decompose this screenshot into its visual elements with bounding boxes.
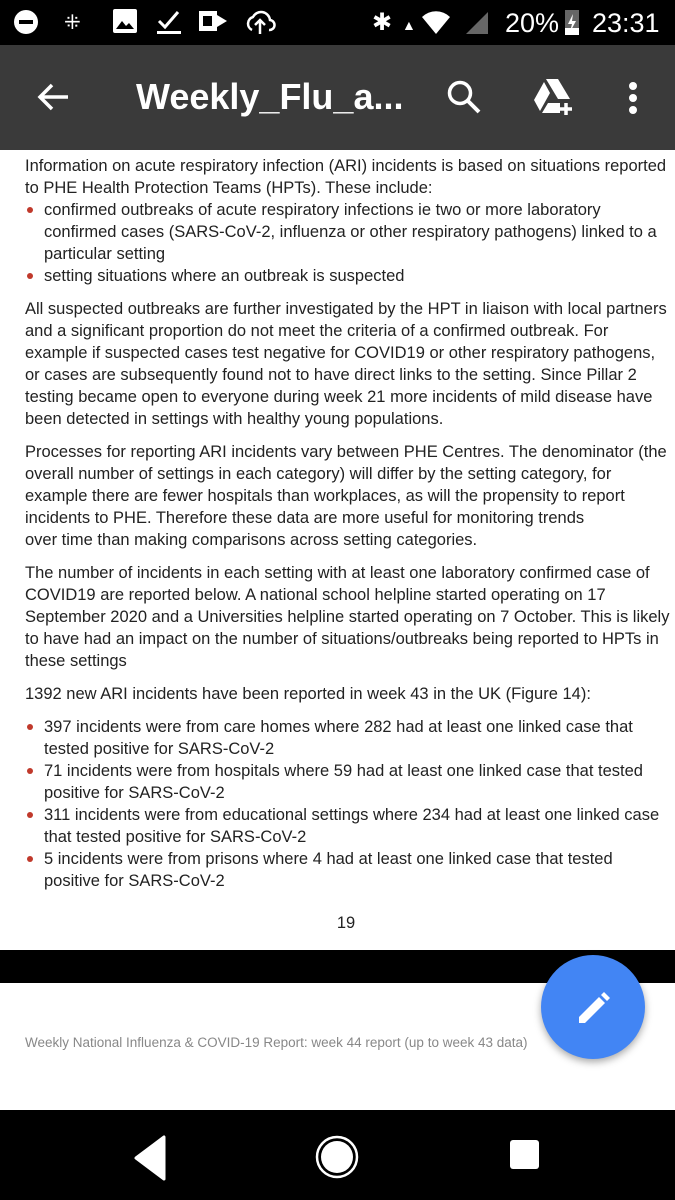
- text-line: Processes for reporting ARI incidents vary between PHE Centres. The denominator (the: [25, 443, 667, 461]
- text-line: September 2020 and a Universities helpline started operating on 7 October. This is likely: [25, 608, 670, 626]
- text-line: testing became open to everyone during week 21 more incidents of mild disease have: [25, 388, 653, 406]
- status-bar: [0, 0, 675, 45]
- fitbit-icon: ⁜: [64, 12, 81, 34]
- add-to-drive-icon[interactable]: [532, 77, 576, 122]
- document-title: Weekly_Flu_a...: [136, 76, 404, 117]
- text-line: incidents to PHE. Therefore these data are more useful for monitoring trends: [25, 509, 585, 527]
- search-icon[interactable]: [446, 79, 482, 120]
- text-line: to PHE Health Protection Teams (HPTs). These include:: [25, 179, 433, 197]
- text-line: over time than making comparisons across setting categories.: [25, 531, 478, 549]
- text-line: particular setting: [44, 245, 166, 263]
- data-arrows-icon: ▲: [402, 17, 416, 33]
- clock: 23:31: [592, 8, 660, 38]
- bluetooth-icon: ✱: [372, 9, 393, 36]
- text-line: tested positive for SARS-CoV-2: [44, 740, 275, 758]
- outlook-icon: [198, 8, 228, 42]
- text-line: 311 incidents were from educational settings where 234 had at least one linked case: [44, 806, 660, 824]
- bullet: [27, 273, 33, 279]
- text-line: example if suspected cases test negative for COVID19 or other respiratory pathogens,: [25, 344, 656, 362]
- pdf-page[interactable]: [0, 150, 675, 950]
- task-check-icon: [156, 8, 182, 44]
- bullet: [27, 768, 33, 774]
- bullet: [27, 724, 33, 730]
- cloud-upload-icon: [244, 8, 276, 44]
- image-icon: [112, 8, 138, 42]
- text-line: The number of incidents in each setting with at least one laboratory confirmed case of: [25, 564, 650, 582]
- app-toolbar: [0, 45, 675, 150]
- battery-charging-icon: [564, 8, 580, 44]
- edit-fab-button[interactable]: [541, 955, 645, 1059]
- wifi-icon: [420, 8, 452, 44]
- text-line: COVID19 are reported below. A national school helpline started operating on 17: [25, 586, 606, 604]
- text-line: and a significant proportion do not meet the criteria of a confirmed outbreak. For: [25, 322, 609, 340]
- text-line: confirmed outbreaks of acute respiratory infections ie two or more laboratory: [44, 201, 601, 219]
- text-line: been detected in settings with healthy young populations.: [25, 410, 444, 428]
- back-arrow-icon[interactable]: [36, 81, 70, 118]
- text-line: 397 incidents were from care homes where 282 had at least one linked case that: [44, 718, 633, 736]
- text-line: All suspected outbreaks are further investigated by the HPT in liaison with local partners: [25, 300, 667, 318]
- text-line: these settings: [25, 652, 127, 670]
- text-line: 1392 new ARI incidents have been reported in week 43 in the UK (Figure 14):: [25, 685, 591, 703]
- text-line: confirmed cases (SARS-CoV-2, influenza or other respiratory pathogens) linked to a: [44, 223, 657, 241]
- battery-percent: 20%: [505, 8, 560, 38]
- text-line: 71 incidents were from hospitals where 59 had at least one linked case that tested: [44, 762, 643, 780]
- text-line: to have had an impact on the number of situations/outbreaks being reported to HPTs in: [25, 630, 659, 648]
- text-line: 5 incidents were from prisons where 4 had at least one linked case that tested: [44, 850, 613, 868]
- text-line: that tested positive for SARS-CoV-2: [44, 828, 307, 846]
- back-nav-icon[interactable]: [134, 1135, 166, 1186]
- bullet: [27, 856, 33, 862]
- recents-nav-icon[interactable]: [510, 1140, 539, 1169]
- navigation-bar: [0, 1110, 675, 1200]
- text-line: or cases are subsequently found not to have direct links to the setting. Since Pillar 2: [25, 366, 637, 384]
- page-number: 19: [336, 914, 356, 932]
- text-line: positive for SARS-CoV-2: [44, 872, 225, 890]
- text-line: setting situations where an outbreak is suspected: [44, 267, 405, 285]
- text-line: positive for SARS-CoV-2: [44, 784, 225, 802]
- signal-icon: [464, 8, 490, 44]
- home-nav-icon[interactable]: [315, 1135, 359, 1184]
- more-options-icon[interactable]: [626, 80, 640, 121]
- bullet: [27, 207, 33, 213]
- do-not-disturb-icon: [12, 8, 40, 44]
- text-line: overall number of settings in each category) will differ by the setting category, for: [25, 465, 612, 483]
- page-footer: Weekly National Influenza & COVID-19 Report: week 44 report (up to week 43 data): [25, 1035, 528, 1050]
- text-line: example there are fewer hospitals than workplaces, as will the propensity to report: [25, 487, 625, 505]
- bullet: [27, 812, 33, 818]
- text-line: Information on acute respiratory infection (ARI) incidents is based on situations reported: [25, 157, 667, 175]
- pencil-icon: [577, 989, 611, 1030]
